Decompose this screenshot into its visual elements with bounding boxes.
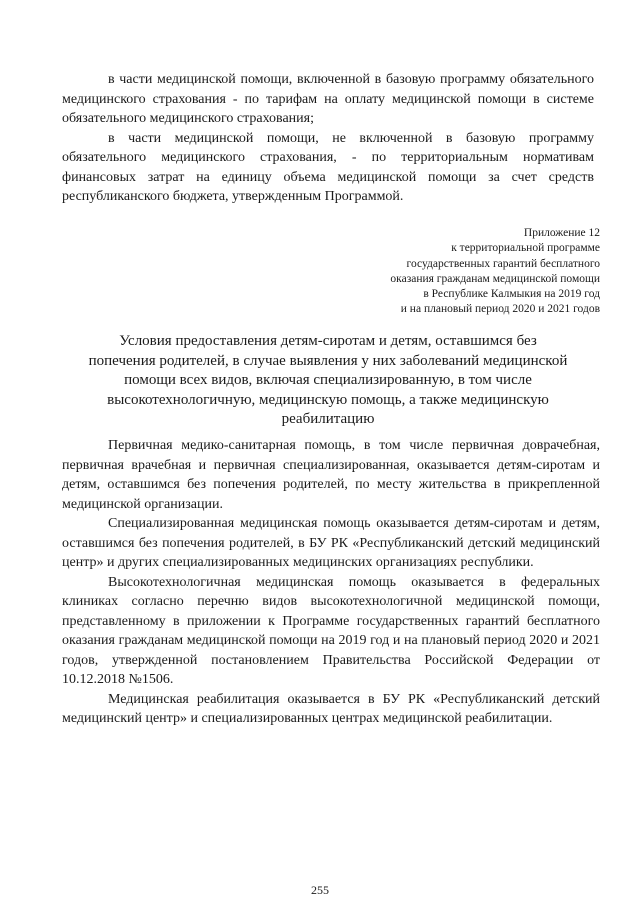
body-paragraph: Первичная медико-санитарная помощь, в том числе первичная доврачебная, первичная врачебная и первичная специализированная, оказывается детям-сиротам и детям, оставшимся без попечения родителей, по месту жительства в прикрепленной медицинской организации. bbox=[62, 438, 600, 512]
intro-paragraph: в части медицинской помощи, не включенной в базовую программу обязательного медицинского страхования, - по территориальным нормативам финансовых затрат на единицу объема медицинской помощи за счет средств республиканского бюджета, утвержденным Программой. bbox=[62, 130, 594, 204]
body-paragraph: Высокотехнологичная медицинская помощь оказывается в федеральных клиниках согласно перечню видов высокотехнологичной медицинской помощи, представленному в приложении к Программе государственных гарантий бесплатного оказания гражданам медицинской помощи на 2019 год и на плановый период 2020 и 2021 годов, утвержденной постановлением Правительства Российской Федерации от 10.12.2018 №1506. bbox=[62, 574, 600, 687]
appendix-line: к территориальной программе bbox=[451, 242, 600, 255]
body-paragraph: Медицинская реабилитация оказывается в БУ РК «Республиканский детский медицинский центр» и специализированных центрах медицинской реабилитации. bbox=[62, 691, 600, 726]
intro-section bbox=[62, 70, 594, 207]
body-section bbox=[62, 436, 600, 729]
appendix-line: оказания гражданам медицинской помощи bbox=[390, 272, 600, 285]
appendix-line: в Республике Калмыкия на 2019 год bbox=[423, 288, 600, 301]
body-paragraph: Специализированная медицинская помощь оказывается детям-сиротам и детям, оставшимся без попечения родителей, в БУ РК «Республиканский детский медицинский центр» и других специализированных медицинских организациях республики. bbox=[62, 516, 600, 570]
page-number: 255 bbox=[311, 883, 329, 897]
intro-paragraph: в части медицинской помощи, включенной в базовую программу обязательного медицинского страхования - по тарифам на оплату медицинской помощи в системе обязательного медицинского страхования; bbox=[62, 72, 594, 126]
title-line: попечения родителей, в случае выявления у них заболеваний медицинской bbox=[88, 352, 568, 369]
section-title bbox=[62, 332, 594, 430]
title-line: Условия предоставления детям-сиротам и детям, оставшимся без bbox=[119, 333, 537, 349]
appendix-line: Приложение 12 bbox=[523, 227, 600, 239]
appendix-line: государственных гарантий бесплатного bbox=[406, 257, 600, 270]
title-line: помощи всех видов, включая специализированную, в том числе bbox=[124, 372, 532, 388]
appendix-line: и на плановый период 2020 и 2021 годов bbox=[400, 303, 600, 316]
title-line: реабилитацию bbox=[281, 411, 375, 427]
appendix-reference bbox=[300, 226, 600, 318]
title-line: высокотехнологичную, медицинскую помощь, а также медицинскую bbox=[107, 391, 549, 408]
